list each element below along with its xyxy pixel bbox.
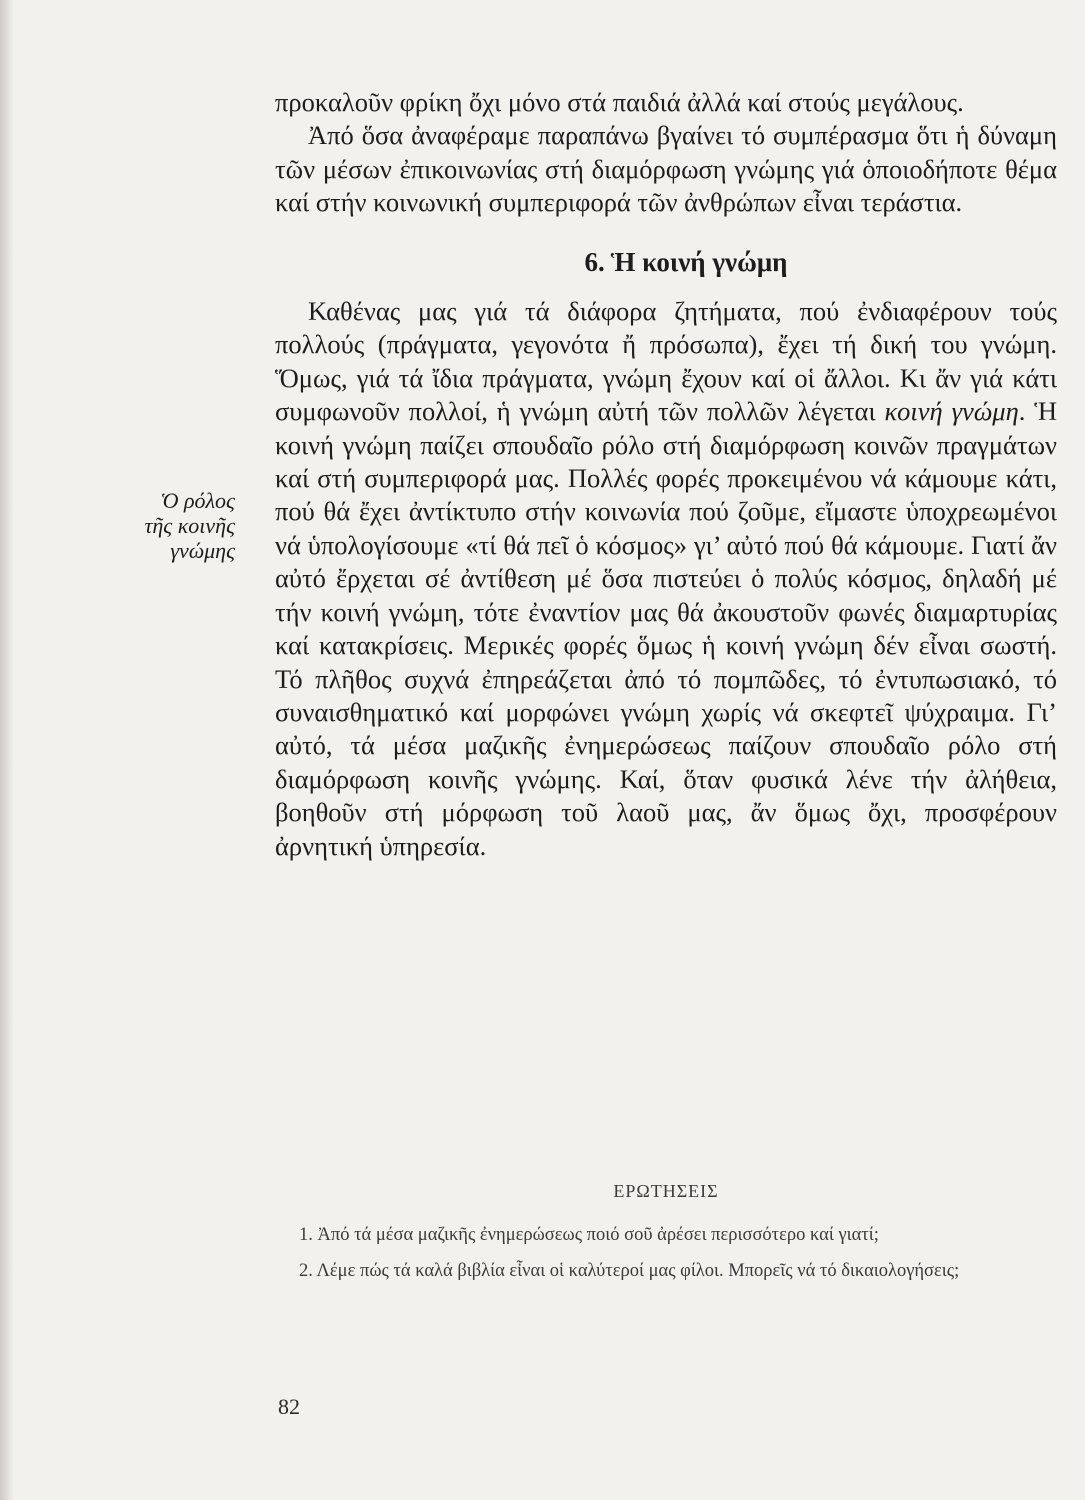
margin-note-line: τῆς κοινῆς	[144, 513, 235, 538]
paragraph-text-part2: . Ἡ κοινή γνώμη παίζει σπουδαῖο ρόλο στή διαμόρφωση κοινῶν πραγμάτων καί στή συμπεριφορά μας. Πολλές φορές προκειμένου νά κάμουμε κάτι, πού θά ἔχει ἀντίκτυπο στήν κοινωνία πού ζοῦμε, εἴμαστε ὑποχρεωμένοι νά ὑπολογίσουμε «τί θά πεῖ ὁ κόσμος» γι’ αὐτό πού θά κάμουμε. Γιατί ἄν αὐτό ἔρχεται σέ ἀντίθεση μέ ὅσα πιστεύει ὁ πολύς κόσμος, δηλαδή μέ τήν κοινή γνώμη, τότε ἐναντίον μας θά ἀκουστοῦν φωνές διαμαρτυρίας καί κατακρίσεις. Μερικές φορές ὅμως ἡ κοινή γνώμη δέν εἶναι σωστή. Τό πλῆθος συχνά ἐπηρεάζεται ἀπό τό πομπῶδες, τό ἐντυπωσιακό, τό συναισθηματικό καί μορφώνει γνώμη χωρίς νά σκεφτεῖ ψύχραιμα. Γι’ αὐτό, τά μέσα μαζικῆς ἐνημερώσεως παίζουν σπουδαῖο ρόλο στή διαμόρφωση κοινῆς γνώμης. Καί, ὅταν φυσικά λένε τήν ἀλήθεια, βοηθοῦν στή μόρφωση τοῦ λαοῦ μας, ἄν ὅμως ὄχι, προσφέρουν ἀρνητική ὑπηρεσία.	[275, 396, 1057, 861]
section-title: Ἡ κοινή γνώμη	[610, 246, 788, 277]
paragraph-conclusion: Ἀπό ὅσα ἀναφέραμε παραπάνω βγαίνει τό συμπέρασμα ὅτι ἡ δύναμη τῶν μέσων ἐπικοινωνίας στή διαμόρφωση γνώμης γιά ὁποιοδήποτε θέμα καί στήν κοινωνική συμπεριφορά τῶν ἀνθρώπων εἶναι τεράστια.	[275, 120, 1057, 218]
page-number: 82	[278, 1394, 300, 1419]
margin-note-line: γνώμης	[170, 538, 235, 563]
margin-note-role	[95, 488, 235, 563]
question-item: 2. Λέμε πώς τά καλά βιβλία εἶναι οἱ καλύτεροί μας φίλοι. Μπορεῖς νά τό δικαιολογήσεις;	[299, 1261, 960, 1281]
margin-note-line: Ὁ ρόλος	[160, 488, 235, 513]
question-item: 1. Ἀπό τά μέσα μαζικῆς ἐνημερώσεως ποιό σοῦ ἀρέσει περισσότερο καί γιατί;	[299, 1225, 879, 1245]
questions-heading: ΕΡΩΤΗΣΕΙΣ	[613, 1181, 719, 1201]
section-number: 6.	[584, 246, 605, 277]
section-heading	[275, 246, 1057, 279]
paragraph-public-opinion	[275, 295, 1057, 863]
questions-section	[275, 1178, 1057, 1294]
emphasized-term: κοινή γνώμη	[884, 396, 1019, 427]
main-text-column	[275, 86, 1057, 863]
paragraph-continuation: προκαλοῦν φρίκη ὄχι μόνο στά παιδιά ἀλλά καί στούς μεγάλους.	[275, 87, 964, 117]
paragraph-text-part1: Καθένας μας γιά τά διάφορα ζητήματα, πού ἐνδιαφέρουν τούς πολλούς (πράγματα, γεγονότα ἤ πρόσωπα), ἔχει τή δική του γνώμη. Ὅμως, γιά τά ἴδια πράγματα, γνώμη ἔχουν καί οἱ ἄλλοι. Κι ἄν γιά κάτι συμφωνοῦν πολλοί, ἡ γνώμη αὐτή τῶν πολλῶν λέγεται	[275, 296, 1057, 427]
